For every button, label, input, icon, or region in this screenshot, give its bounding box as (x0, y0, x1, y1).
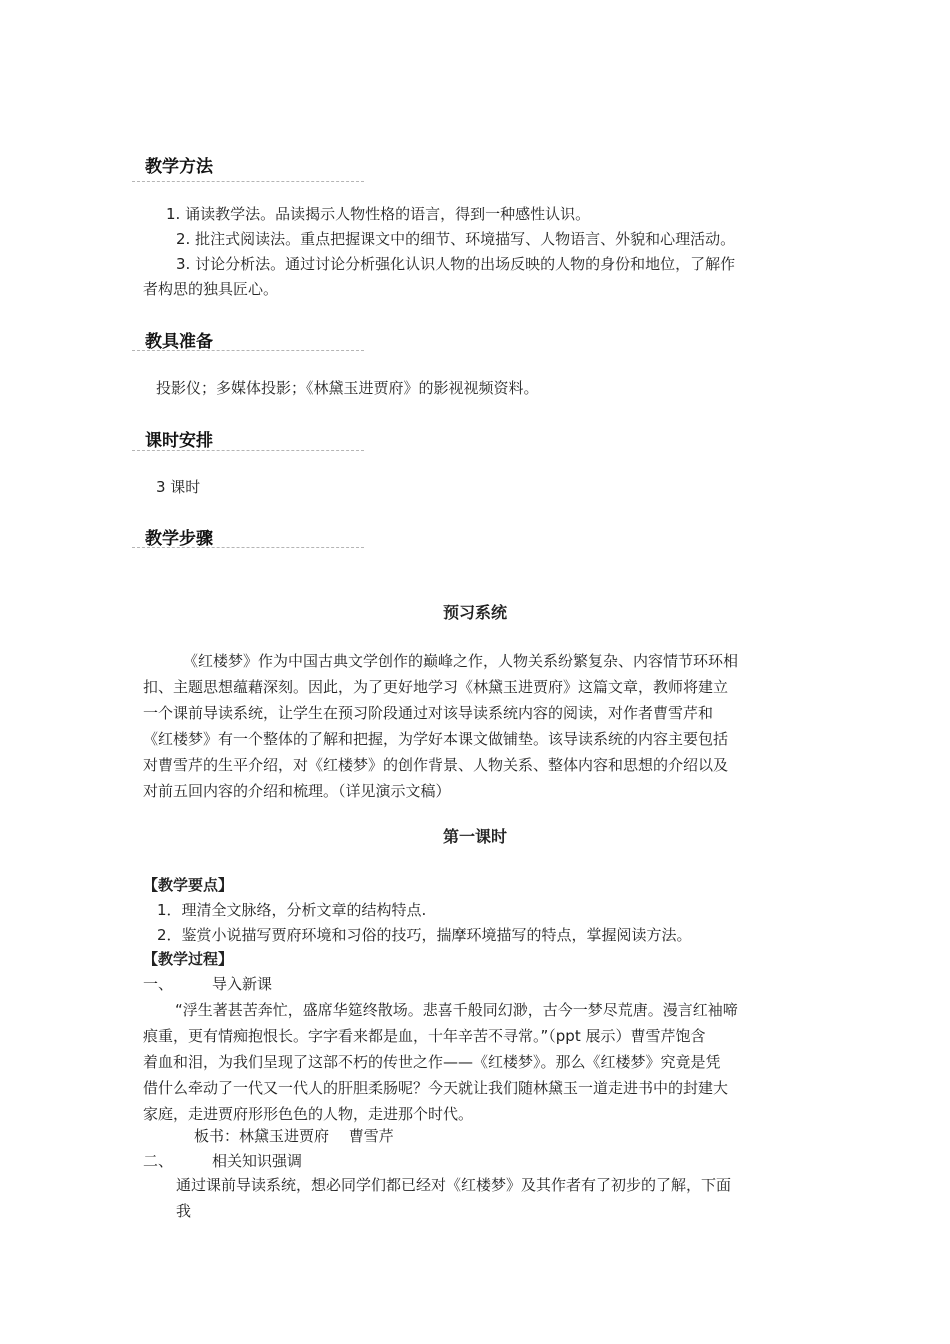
process-label: 【教学过程】 (143, 950, 234, 968)
method-item-2: 2. 批注式阅读法。重点把握课文中的细节、环境描写、人物语言、外貌和心理活动。 (176, 230, 736, 248)
tail-line: 我 (176, 1202, 192, 1220)
method-item-3-cont: 者构思的独具匠心。 (143, 280, 279, 298)
section-title-methods: 教学方法 (145, 157, 213, 177)
step1-title: 导入新课 (212, 975, 273, 993)
section-divider (132, 450, 364, 451)
preview-line: 一个课前导读系统，让学生在预习阶段通过对该导读系统内容的阅读，对作者曹雪芹和 (143, 704, 714, 722)
point-item-1: 1．理清全文脉络，分析文章的结构特点. (157, 901, 427, 919)
section-title-steps: 教学步骤 (145, 529, 213, 549)
method-item-1: 1. 诵读教学法。品读揭示人物性格的语言，得到一种感性认识。 (166, 205, 591, 223)
section-divider (132, 181, 364, 182)
section-title-tools: 教具准备 (145, 332, 213, 352)
intro-line: 家庭，走进贾府形形色色的人物，走进那个时代。 (143, 1105, 474, 1123)
points-label: 【教学要点】 (143, 876, 234, 894)
hours-text: 3 课时 (156, 478, 201, 496)
method-item-3: 3. 讨论分析法。通过讨论分析强化认识人物的出场反映的人物的身份和地位，了解作 (176, 255, 736, 273)
intro-line: “浮生著甚苦奔忙，盛席华筵终散场。悲喜千般同幻渺，古今一梦尽荒唐。漫言红袖啼 (175, 1001, 738, 1019)
tools-text: 投影仪；多媒体投影；《林黛玉进贾府》的影视视频资料。 (156, 379, 539, 397)
section-title-hours: 课时安排 (145, 431, 213, 451)
section-divider (132, 350, 364, 351)
intro-line: 借什么牵动了一代又一代人的肝胆柔肠呢？今天就让我们随林黛玉一道走进书中的封建大 (143, 1079, 729, 1097)
lesson-heading: 第一课时 (442, 827, 507, 846)
point-item-2: 2．鉴赏小说描写贾府环境和习俗的技巧，揣摩环境描写的特点，掌握阅读方法。 (157, 926, 692, 944)
step2-number: 二、 (143, 1152, 174, 1170)
intro-line: 着血和泪，为我们呈现了这部不朽的传世之作——《红楼梦》。那么《红楼梦》究竟是凭 (143, 1053, 721, 1071)
preview-line: 对曹雪芹的生平介绍，对《红楼梦》的创作背景、人物关系、整体内容和思想的介绍以及 (143, 756, 729, 774)
section-divider (132, 547, 364, 548)
preview-line: 《红楼梦》作为中国古典文学创作的巅峰之作，人物关系纷繁复杂、内容情节环环相 (183, 652, 739, 670)
step2-title: 相关知识强调 (212, 1152, 303, 1170)
intro-line: 痕重，更有情痴抱恨长。字字看来都是血，十年辛苦不寻常。”（ppt 展示）曹雪芹饱含 (143, 1027, 706, 1045)
preview-line: 《红楼梦》有一个整体的了解和把握，为学好本课文做铺垫。该导读系统的内容主要包括 (143, 730, 729, 748)
intro-paragraph (143, 997, 738, 1127)
tail-paragraph (176, 1172, 731, 1224)
preview-line: 扣、主题思想蕴藉深刻。因此，为了更好地学习《林黛玉进贾府》这篇文章，教师将建立 (143, 678, 729, 696)
step1-number: 一、 (143, 975, 174, 993)
board-text: 板书：林黛玉进贾府 曹雪芹 (194, 1127, 394, 1145)
preview-heading: 预习系统 (442, 603, 507, 622)
preview-paragraph (143, 648, 738, 804)
tail-line: 通过课前导读系统，想必同学们都已经对《红楼梦》及其作者有了初步的了解，下面 (176, 1176, 732, 1194)
preview-line: 对前五回内容的介绍和梳理。（详见演示文稿） (143, 782, 451, 800)
